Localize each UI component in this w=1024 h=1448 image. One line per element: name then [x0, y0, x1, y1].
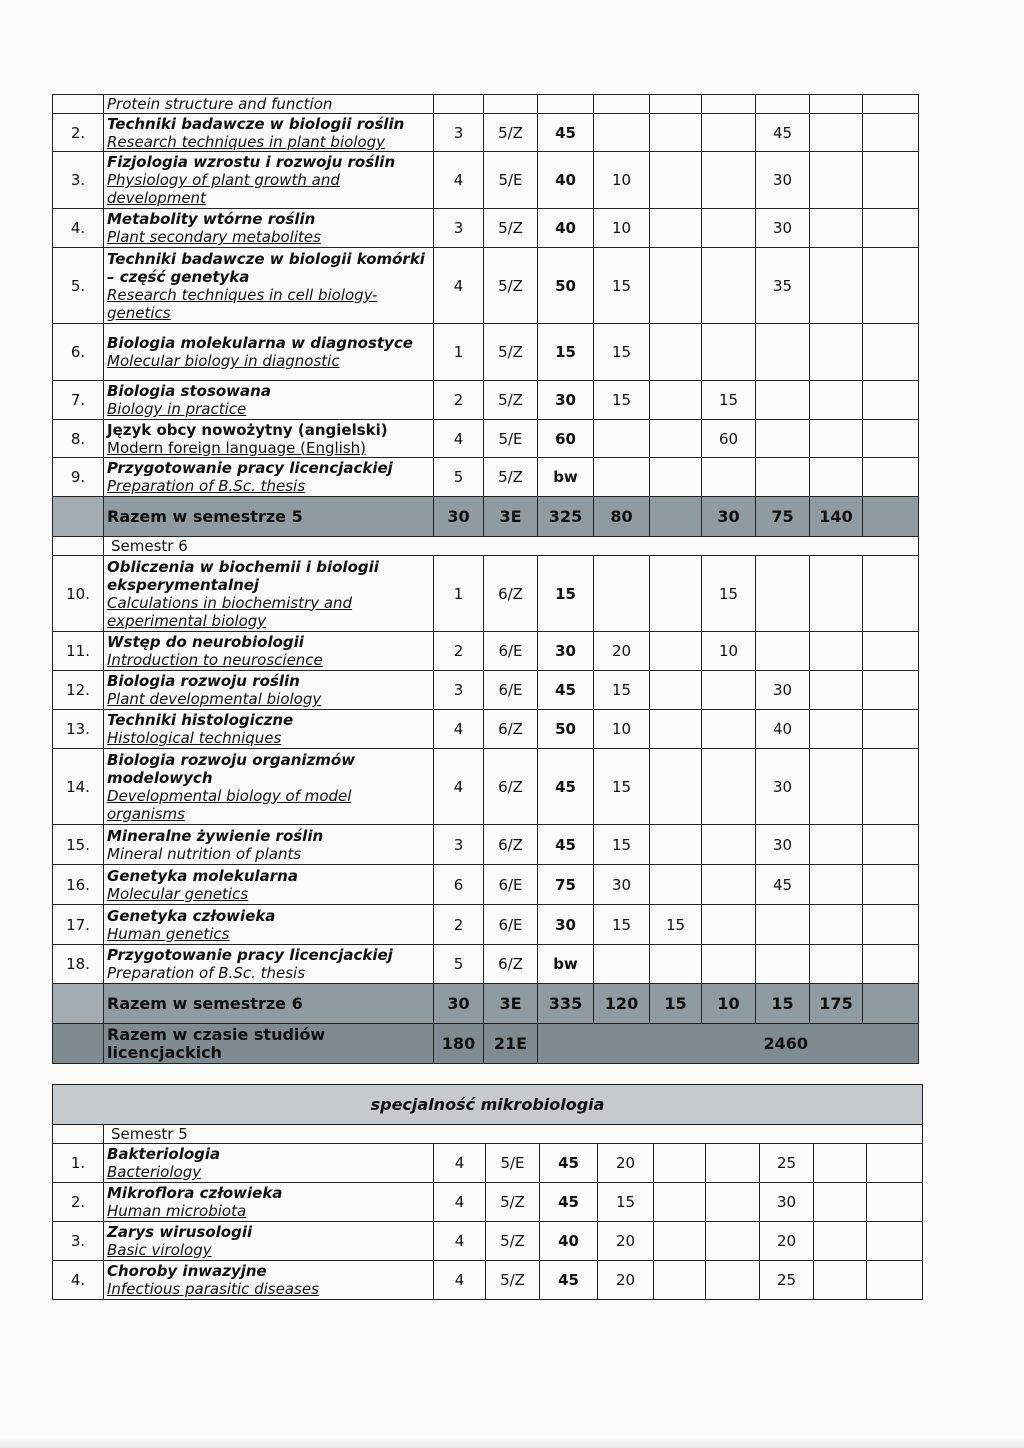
table-row: 10. Obliczenia w biochemii i biologii eksperymentalnej Calculations in biochemistry and experimental biology 1 6/Z 15 15 [53, 556, 919, 632]
table-row: 11. Wstęp do neurobiologii Introduction to neuroscience 2 6/E 30 20 10 [53, 632, 919, 671]
table-row [53, 95, 919, 114]
table-row: 9. Przygotowanie pracy licencjackiej Preparation of B.Sc. thesis 5 5/Z bw [53, 458, 919, 497]
specialization-table [52, 1084, 923, 1300]
semester-6-heading: Semestr 6 [104, 537, 919, 556]
scan-shadow [0, 1438, 1024, 1448]
table-row: 3. Zarys wirusologii Basic virology 4 5/Z 40 20 20 [53, 1222, 923, 1261]
specialization-heading-row [53, 1085, 923, 1125]
table-row: 8. Język obcy nowożytny (angielski) Modern foreign language (English) 4 5/E 60 60 [53, 420, 919, 458]
table-row: 2. Mikroflora człowieka Human microbiota 4 5/Z 45 15 30 [53, 1183, 923, 1222]
study-plan-table [52, 94, 919, 1064]
specialization-title: specjalność mikrobiologia [53, 1085, 923, 1125]
table-row: 5. Techniki badawcze w biologii komórki – część genetyka Research techniques in cell biology-genetics 4 5/Z 50 15 35 [53, 248, 919, 324]
table-row: 14. Biologia rozwoju organizmów modelowych Developmental biology of model organisms 4 6/Z 45 15 30 [53, 749, 919, 825]
semester-heading-row [53, 537, 919, 556]
table-row: 3. Fizjologia wzrostu i rozwoju roślin Physiology of plant growth and development 4 5/E 40 10 30 [53, 152, 919, 209]
table-row: 7. Biologia stosowana Biology in practice 2 5/Z 30 15 15 [53, 381, 919, 420]
table-row: 13. Techniki histologiczne Histological techniques 4 6/Z 50 10 40 [53, 710, 919, 749]
table-row: 4. Choroby inwazyjne Infectious parasitic diseases 4 5/Z 45 20 25 [53, 1261, 923, 1300]
table-row: 17. Genetyka człowieka Human genetics 2 6/E 30 15 15 [53, 905, 919, 945]
table-row: 6. Biologia molekularna w diagnostyce Molecular biology in diagnostic 1 5/Z 15 15 [53, 324, 919, 381]
table-row: 16. Genetyka molekularna Molecular genetics 6 6/E 75 30 45 [53, 865, 919, 905]
semester-5-heading: Semestr 5 [104, 1125, 923, 1144]
table-row: 18. Przygotowanie pracy licencjackiej Preparation of B.Sc. thesis 5 6/Z bw [53, 945, 919, 984]
semester-heading-row [53, 1125, 923, 1144]
table-row: 1. Bakteriologia Bacteriology 4 5/E 45 20 25 [53, 1144, 923, 1183]
table-row: 4. Metabolity wtórne roślin Plant secondary metabolites 3 5/Z 40 10 30 [53, 209, 919, 248]
table-row: 15. Mineralne żywienie roślin Mineral nutrition of plants 3 6/Z 45 15 30 [53, 825, 919, 865]
semester-6-total-row: Razem w semestrze 6 30 3E 335 120 15 10 15 175 [53, 984, 919, 1024]
course-english-name: Protein structure and function [107, 95, 333, 113]
table-row: 2. Techniki badawcze w biologii roślin Research techniques in plant biology 3 5/Z 45 45 [53, 114, 919, 152]
table-row: 12. Biologia rozwoju roślin Plant developmental biology 3 6/E 45 15 30 [53, 671, 919, 710]
study-total-row: Razem w czasie studiów licencjackich 180 21E 2460 [53, 1024, 919, 1064]
semester-5-total-row: Razem w semestrze 5 30 3E 325 80 30 75 140 [53, 497, 919, 537]
